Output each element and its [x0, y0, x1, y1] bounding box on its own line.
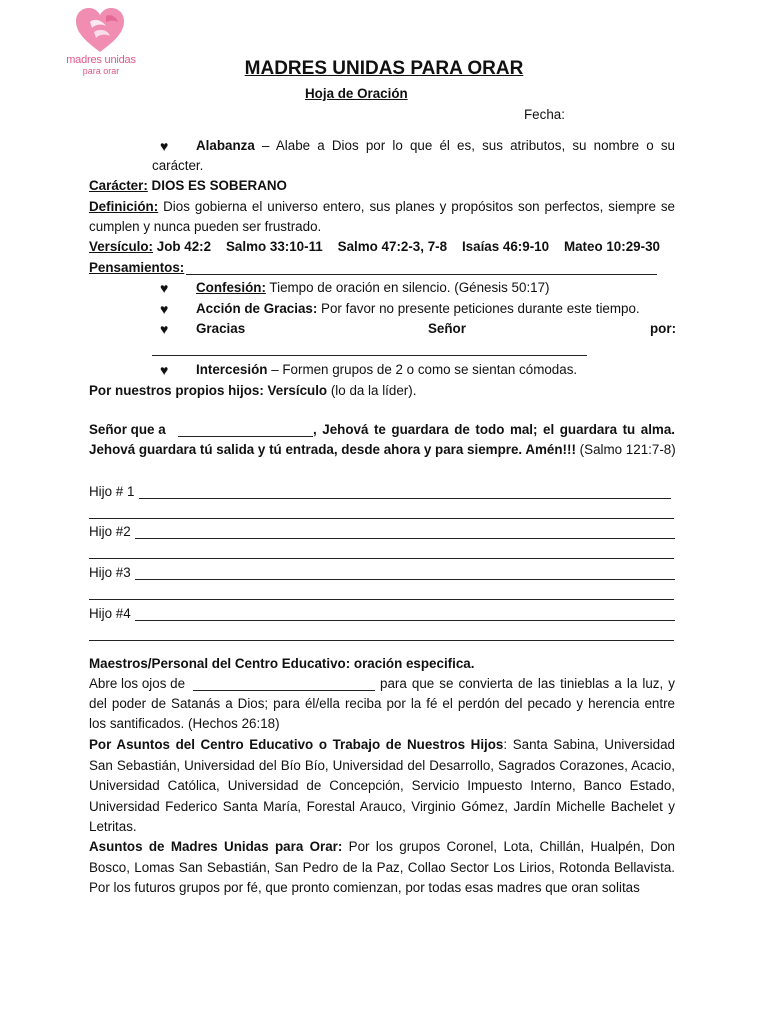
propios-hijos-note: (lo da la líder).: [330, 383, 417, 398]
asuntos-centro-label: Por Asuntos del Centro Educativo o Trabajo de Nuestros Hijos: [89, 737, 504, 752]
pensamientos-label: Pensamientos:: [89, 260, 185, 275]
hijo-blank-line[interactable]: [89, 640, 674, 641]
hijo-blank-line[interactable]: [135, 620, 675, 621]
definicion-text2: cumplen y nunca pueden ser frustrado.: [89, 219, 322, 234]
gracias-word: Gracias: [196, 321, 246, 336]
maestros-line1-a: Abre los ojos de: [89, 676, 186, 691]
maestros-line1-b: para que se convierta de las tinieblas a la luz, y: [380, 676, 675, 691]
logo-text-line1: madres unidas: [66, 54, 136, 66]
page-subtitle: Hoja de Oración: [305, 86, 408, 101]
caracter-value: DIOS ES SOBERANO: [151, 178, 287, 193]
senor-suffix: , Jehová te guardara de todo mal; el guardara tu alma.: [313, 422, 675, 437]
asuntos-centro-text: : Santa Sabina, Universidad San Sebastián, Universidad del Bío Bío, Universidad del Desarrollo, Sagrados Corazones, Acacio, Universidad Católica, Universidad de Concepción, Servicio Impuesto Interno, Banco Estado, Universidad Federico Santa María, Forestal Arauco, Virginio Gómez, Jardín Michelle Bachelet y Letritas.: [89, 737, 675, 834]
definicion-label: Definición:: [89, 199, 159, 214]
page-title: MADRES UNIDAS PARA ORAR: [244, 58, 524, 79]
versiculo-ref: Salmo 47:2-3, 7-8: [337, 239, 448, 254]
hijo-blank-line[interactable]: [135, 538, 675, 539]
hijo-blank-line[interactable]: [89, 518, 674, 519]
asuntos-madres-text: Por los grupos Coronel, Lota, Chillán, Hualpén, Don Bosco, Lomas San Sebastián, San Pedro de la Paz, Collao Sector Los Lirios, Rotonda Bellavista. Por los futuros grupos por fé, que pronto comienzan, por todas esas madres que oran solitas: [89, 839, 675, 895]
hijo-label: Hijo # 1: [89, 484, 135, 499]
hijo-blank-line[interactable]: [139, 498, 671, 499]
alabanza-continuation: carácter.: [152, 158, 204, 173]
versiculo-ref: Job 42:2: [156, 239, 212, 254]
por-word: por:: [650, 321, 677, 336]
accion-line: [196, 299, 640, 319]
confesion-line: [196, 278, 550, 298]
definicion-text1: Dios gobierna el universo entero, sus planes y propósitos son perfectos, siempre se: [163, 199, 675, 214]
heart-bullet-icon: ♥: [160, 362, 169, 378]
accion-label: Acción de Gracias:: [196, 301, 318, 316]
intercesion-line: [196, 360, 577, 380]
alabanza-label: Alabanza: [196, 138, 255, 153]
asuntos-madres-paragraph: [89, 837, 675, 899]
asuntos-madres-label: Asuntos de Madres Unidas para Orar:: [89, 839, 343, 854]
alabanza-text: – Alabe a Dios por lo que él es, sus atributos, su nombre o su: [261, 138, 675, 153]
confesion-label: Confesión:: [196, 280, 266, 295]
propios-hijos-label: Por nuestros propios hijos: Versículo: [89, 383, 328, 398]
versiculo-ref: Isaías 46:9-10: [461, 239, 550, 254]
hijo-label: Hijo #3: [89, 565, 131, 580]
heart-bullet-icon: ♥: [160, 301, 169, 317]
versiculo-label: Versículo:: [89, 239, 154, 254]
caracter-line: [89, 176, 287, 196]
senor-line2: [89, 440, 676, 460]
definicion-line1: [89, 197, 675, 217]
versiculo-ref: Mateo 10:29-30: [563, 239, 660, 254]
propios-hijos-line: [89, 381, 416, 401]
versiculo-ref: Salmo 33:10-11: [225, 239, 323, 254]
asuntos-centro-paragraph: [89, 735, 675, 838]
senor-blessing: Jehová guardara tú salida y tú entrada, desde ahora y para siempre. Amén!!!: [89, 442, 576, 457]
fecha-label: Fecha:: [524, 107, 565, 122]
intercesion-label: Intercesión: [196, 362, 268, 377]
gracias-blank-line[interactable]: [152, 355, 587, 356]
intercesion-text: – Formen grupos de 2 o como se sientan cómodas.: [271, 362, 578, 377]
child-name-blank-line[interactable]: [178, 436, 313, 437]
hijo-label: Hijo #4: [89, 606, 131, 621]
alabanza-line: [196, 136, 675, 156]
hijo-blank-line[interactable]: [135, 579, 675, 580]
hijo-blank-line[interactable]: [89, 558, 674, 559]
accion-text: Por favor no presente peticiones durante este tiempo.: [321, 301, 640, 316]
maestros-line3: los santificados. (Hechos 26:18): [89, 716, 280, 731]
heart-logo-icon: [76, 8, 124, 54]
maestros-line2: del poder de Satanás a Dios; para él/ella reciba por la fé el perdón del pecado y herencia entre: [89, 696, 675, 711]
maestros-heading: Maestros/Personal del Centro Educativo: oración especifica.: [89, 656, 475, 671]
senor-word: Señor: [428, 321, 466, 336]
heart-bullet-icon: ♥: [160, 321, 169, 337]
hijo-label: Hijo #2: [89, 524, 131, 539]
heart-bullet-icon: ♥: [160, 280, 169, 296]
teacher-name-blank-line[interactable]: [193, 690, 375, 691]
caracter-label: Carácter:: [89, 178, 148, 193]
senor-prefix: Señor que a: [89, 422, 166, 437]
heart-bullet-icon: ♥: [160, 138, 169, 154]
salmo-ref: (Salmo 121:7-8): [579, 442, 676, 457]
confesion-text: Tiempo de oración en silencio. (Génesis 50:17): [269, 280, 550, 295]
hijo-blank-line[interactable]: [89, 599, 674, 600]
versiculo-line: [89, 237, 660, 257]
pensamientos-blank-line[interactable]: [186, 274, 657, 275]
logo-text-line2: para orar: [82, 66, 120, 76]
